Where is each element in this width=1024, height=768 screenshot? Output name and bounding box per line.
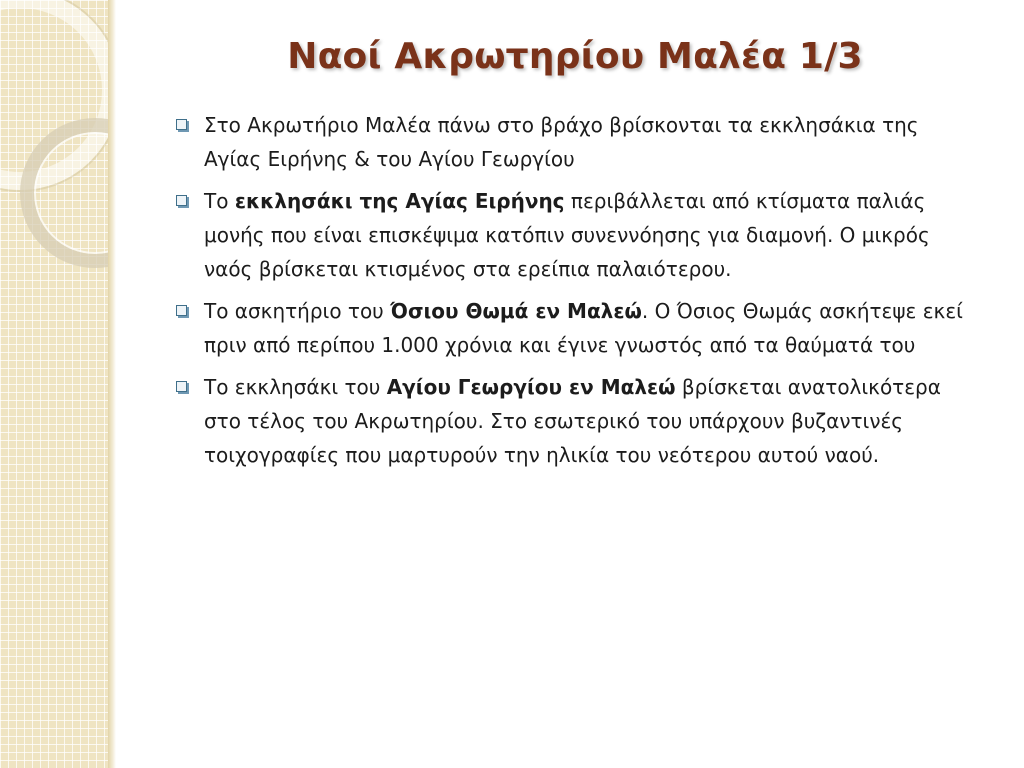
bullet-text: βρίσκεται ανατολικότερα στο τέλος του Ακρωτηρίου. Στο εσωτερικό του υπάρχουν βυζαντινές τοιχογραφίες που μαρτυρούν την ηλικία του νεότερου αυτού ναού. — [204, 375, 941, 467]
bullet-item — [174, 184, 974, 286]
bullet-text: περιβάλλεται από κτίσματα παλιάς μονής που είναι επισκέψιμα κατόπιν συνεννόησης για διαμονή. Ο μικρός ναός βρίσκεται κτισμένος στα ερείπια παλαιότερου. — [204, 189, 930, 281]
bullet-item — [174, 108, 974, 176]
bullet-bold-text: εκκλησάκι της Αγίας Ειρήνης — [234, 189, 565, 213]
bullet-item — [174, 370, 974, 472]
bullet-item — [174, 294, 974, 362]
bullet-text: Το — [204, 189, 235, 213]
bullet-text: Στο Ακρωτήριο Μαλέα πάνω στο βράχο βρίσκονται τα εκκλησάκια της Αγίας Ειρήνης & του Αγίου Γεωργίου — [204, 113, 919, 171]
square-bullet-icon — [176, 195, 187, 206]
slide-title: Ναοί Ακρωτηρίου Μαλέα 1/3 — [287, 36, 863, 77]
square-bullet-icon — [176, 305, 187, 316]
square-bullet-icon — [176, 381, 187, 392]
bullet-list — [174, 108, 974, 480]
bullet-bold-text: Αγίου Γεωργίου εν Μαλεώ — [386, 375, 676, 399]
side-panel-edge — [108, 0, 116, 768]
bullet-text: Το ασκητήριο του — [204, 299, 391, 323]
square-bullet-icon — [176, 119, 187, 130]
bullet-text: Το εκκλησάκι του — [204, 375, 387, 399]
bullet-bold-text: Όσιου Θωμά εν Μαλεώ — [390, 299, 642, 323]
decorative-side-panel — [0, 0, 108, 768]
bullet-text: . Ο Όσιος Θωμάς ασκήτεψε εκεί πριν από περίπου 1.000 χρόνια και έγινε γνωστός από τα θαύματά του — [204, 299, 963, 357]
